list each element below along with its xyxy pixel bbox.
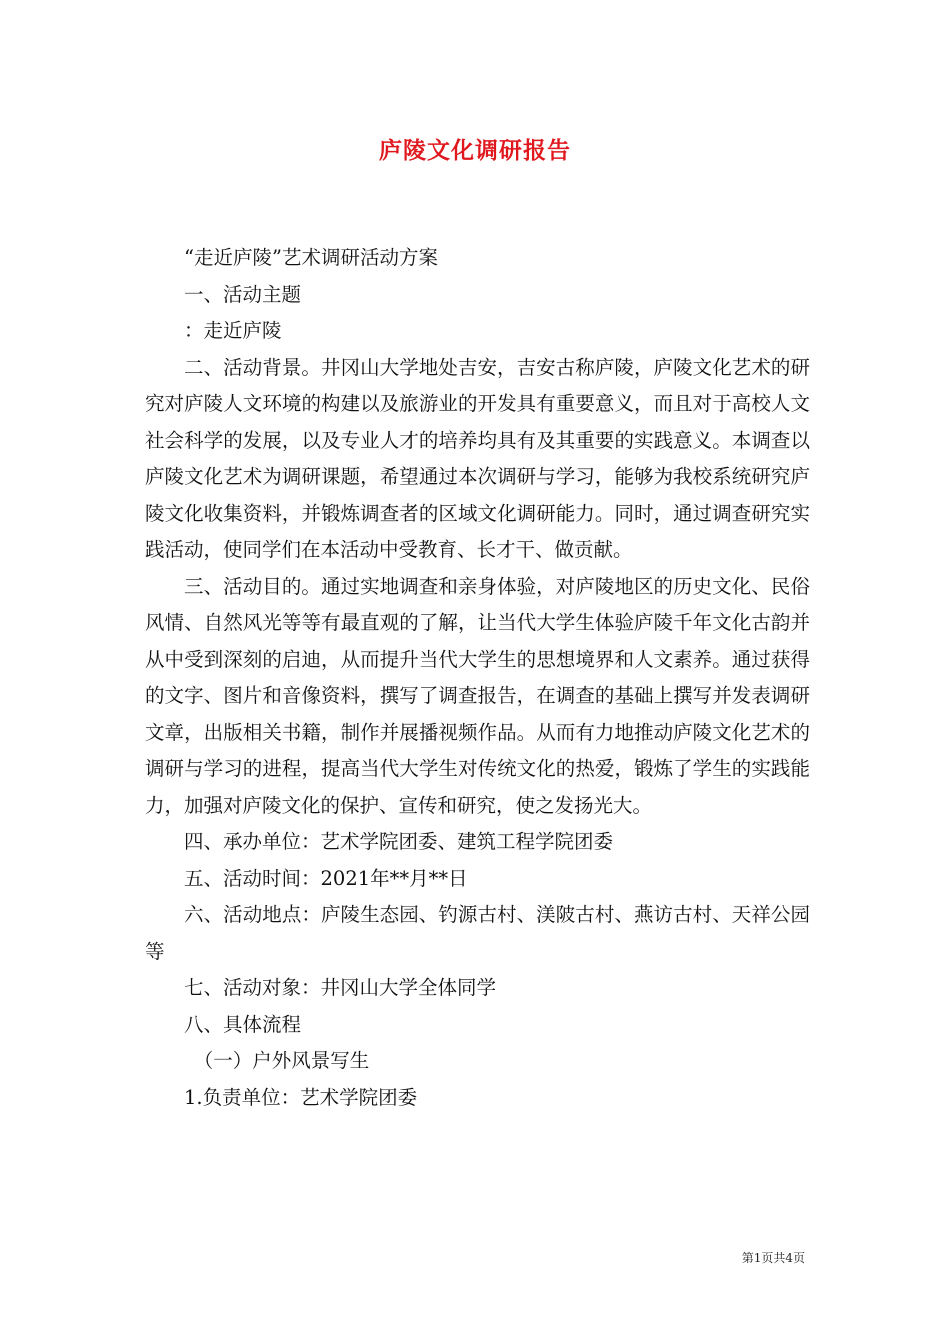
paragraph-audience: 七、活动对象：井冈山大学全体同学 [184, 976, 497, 999]
document-body [145, 240, 810, 1116]
paragraph-subsection-1: （一）户外风景写生 [193, 1049, 370, 1072]
paragraph-organizer: 四、承办单位：艺术学院团委、建筑工程学院团委 [184, 830, 614, 853]
paragraph-background: 二、活动背景。井冈山大学地处吉安，吉安古称庐陵，庐陵文化艺术的研究对庐陵人文环境的构建以及旅游业的开发具有重要意义，而且对于高校人文社会科学的发展，以及专业人才的培养均具有及其重要的实践意义。本调查以庐陵文化艺术为调研课题，希望通过本次调研与学习，能够为我校系统研究庐陵文化收集资料，并锻炼调查者的区域文化调研能力。同时，通过调查研究实践活动，使同学们在本活动中受教育、长才干、做贡献。 [145, 355, 810, 561]
paragraph-plan-title: “走近庐陵”艺术调研活动方案 [184, 246, 438, 269]
paragraph-theme: ：走近庐陵 [184, 319, 282, 342]
page-number: 第1页共4页 [741, 1251, 805, 1265]
paragraph-location: 六、活动地点：庐陵生态园、钓源古村、渼陂古村、燕访古村、天祥公园等 [145, 903, 810, 963]
document-title: 庐陵文化调研报告 [379, 137, 571, 164]
paragraph-responsible-unit: 1.负责单位：艺术学院团委 [184, 1085, 418, 1109]
paragraph-process: 八、具体流程 [184, 1012, 302, 1036]
paragraph-time: 五、活动时间：2021年**月**日 [184, 866, 468, 890]
paragraph-purpose: 三、活动目的。通过实地调查和亲身体验，对庐陵地区的历史文化、民俗风情、自然风光等等有最直观的了解，让当代大学生体验庐陵千年文化古韵并从中受到深刻的启迪，从而提升当代大学生的思想境界和人文素养。通过获得的文字、图片和音像资料，撰写了调查报告，在调查的基础上撰写并发表调研文章，出版相关书籍，制作并展播视频作品。从而有力地推动庐陵文化艺术的调研与学习的进程，提高当代大学生对传统文化的热爱，锻炼了学生的实践能力，加强对庐陵文化的保护、宣传和研究，使之发扬光大。 [145, 574, 810, 817]
paragraph-section-1: 一、活动主题 [184, 282, 302, 306]
